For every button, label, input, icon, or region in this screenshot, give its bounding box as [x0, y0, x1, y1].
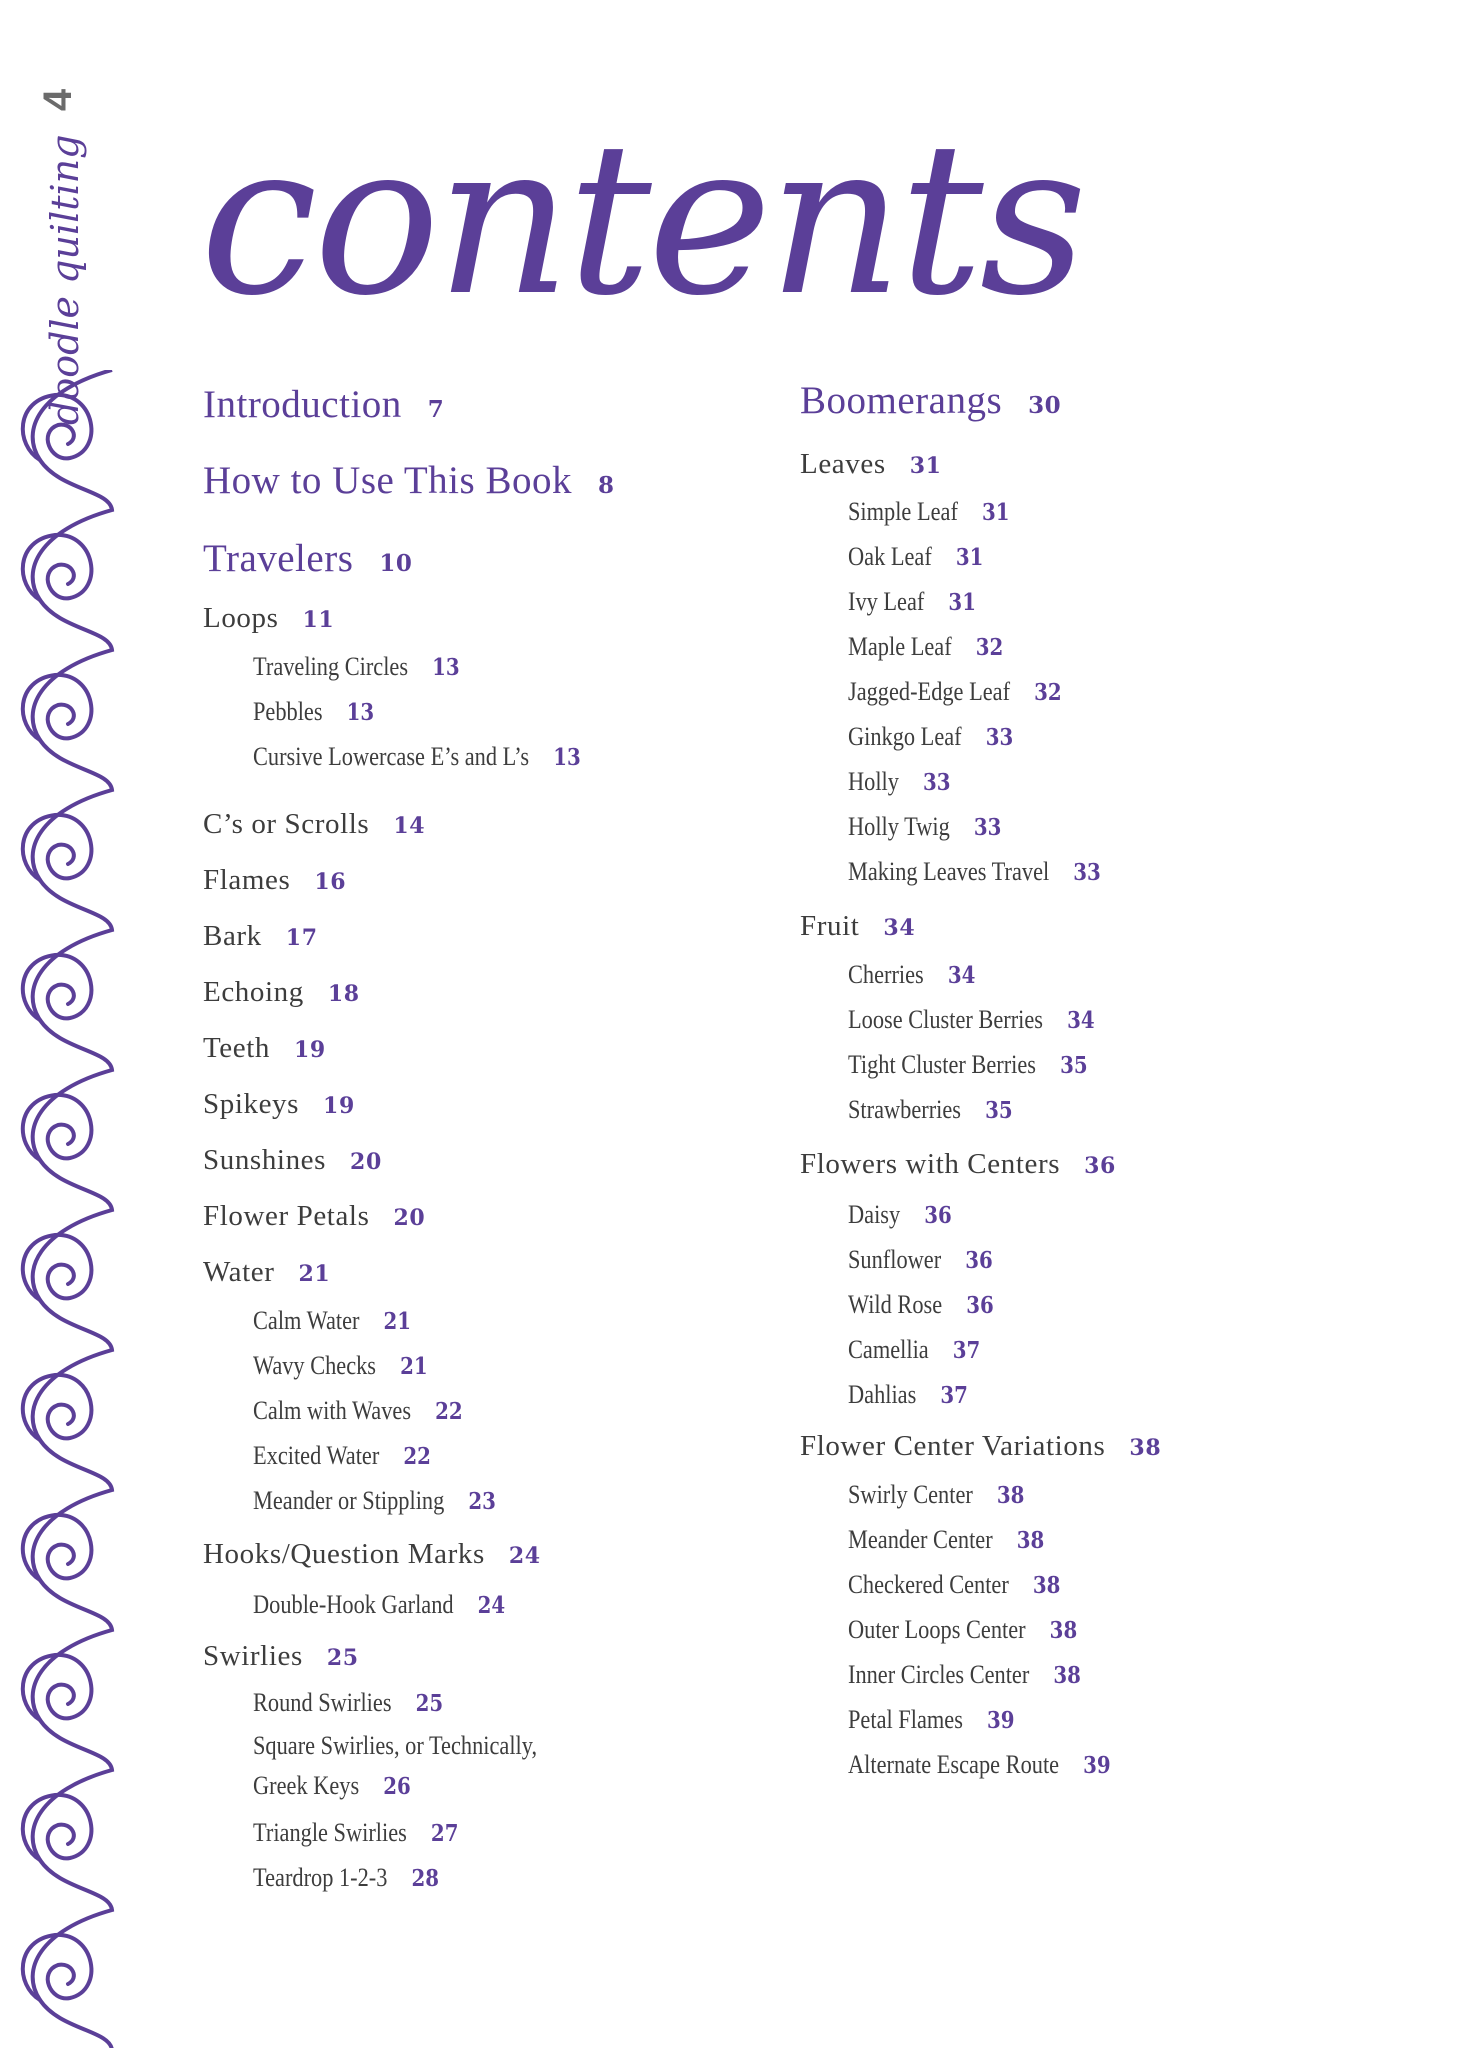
toc-entry-traveling-circles — [253, 652, 460, 682]
toc-page-number: 28 — [411, 1865, 440, 1892]
toc-page-number: 36 — [965, 1247, 993, 1274]
toc-entry-teeth — [203, 1032, 326, 1065]
toc-entry-title: Jagged-Edge Leaf — [848, 677, 1011, 706]
scroll-border-ornament — [0, 370, 140, 2048]
toc-entry-water — [203, 1256, 330, 1289]
toc-entry-hooks-question-marks — [203, 1538, 541, 1571]
toc-entry-echoing — [203, 976, 360, 1009]
toc-page-number: 31 — [909, 453, 942, 479]
toc-entry-oak-leaf — [848, 542, 983, 572]
toc-entry-how-to-use-this-book — [203, 458, 614, 503]
toc-page-number: 31 — [955, 544, 984, 571]
toc-entry-title: Flames — [203, 864, 291, 896]
toc-page-number: 36 — [1084, 1153, 1116, 1179]
toc-page-number: 13 — [346, 699, 375, 726]
toc-page-number: 33 — [923, 769, 951, 796]
toc-page-number: 7 — [427, 396, 445, 423]
toc-page-number: 34 — [883, 915, 916, 941]
toc-entry-title: Cursive Lowercase E’s and L’s — [253, 742, 530, 771]
toc-page-number: 38 — [1049, 1617, 1078, 1644]
toc-entry-cursive-lowercase-e-s-and-l-s — [253, 742, 581, 772]
toc-entry-title: Alternate Escape Route — [848, 1750, 1060, 1779]
toc-entry-title-line2 — [253, 1766, 537, 1807]
toc-entry-title: Bark — [203, 920, 262, 952]
toc-page-number: 32 — [975, 634, 1004, 661]
toc-entry-title: Hooks/Question Marks — [203, 1538, 485, 1570]
toc-entry-title: Meander Center — [848, 1525, 993, 1554]
toc-page-number: 14 — [393, 813, 426, 839]
toc-entry-title: How to Use This Book — [203, 459, 572, 502]
toc-page-number: 13 — [432, 654, 460, 681]
toc-entry-title: Wavy Checks — [253, 1351, 377, 1380]
toc-entry-title: Swirly Center — [848, 1480, 973, 1509]
toc-page-number: 16 — [314, 869, 347, 895]
toc-page-number: 27 — [430, 1820, 459, 1847]
toc-page-number: 26 — [383, 1773, 411, 1800]
toc-page-number: 10 — [379, 550, 413, 577]
toc-entry-bark — [203, 920, 318, 953]
toc-entry-title: Flower Center Variations — [800, 1430, 1106, 1462]
page-number: 4 — [36, 88, 80, 112]
toc-entry-flower-petals — [203, 1200, 425, 1233]
toc-entry-meander-or-stippling — [253, 1486, 496, 1516]
toc-entry-title: Water — [203, 1256, 275, 1288]
toc-entry-title: Triangle Swirlies — [253, 1818, 407, 1847]
toc-entry-title: Meander or Stippling — [253, 1486, 445, 1515]
running-head — [0, 0, 140, 425]
book-title: doodle quilting — [43, 134, 87, 425]
toc-entry-jagged-edge-leaf — [848, 677, 1062, 707]
toc-page-number: 25 — [326, 1645, 359, 1671]
toc-entry-title: Fruit — [800, 910, 860, 942]
toc-entry-title: Wild Rose — [848, 1290, 943, 1319]
toc-page-number: 22 — [435, 1398, 463, 1425]
toc-page-number: 23 — [468, 1488, 496, 1515]
toc-entry-sunshines — [203, 1144, 382, 1177]
toc-entry-title: Ivy Leaf — [848, 587, 925, 616]
toc-entry-swirlies — [203, 1640, 359, 1673]
toc-page-number: 36 — [966, 1292, 994, 1319]
toc-entry-wild-rose — [848, 1290, 994, 1320]
toc-entry-holly-twig — [848, 812, 1001, 842]
toc-entry-title: Outer Loops Center — [848, 1615, 1026, 1644]
toc-page-number: 33 — [1073, 859, 1101, 886]
toc-entry-cherries — [848, 960, 975, 990]
toc-entry-dahlias — [848, 1380, 968, 1410]
toc-entry-title: C’s or Scrolls — [203, 808, 370, 840]
toc-entry-petal-flames — [848, 1705, 1015, 1735]
toc-page-number: 34 — [947, 962, 976, 989]
toc-entry-title: Dahlias — [848, 1380, 917, 1409]
toc-entry-spikeys — [203, 1088, 355, 1121]
toc-page-number: 31 — [981, 499, 1010, 526]
toc-entry-title: Traveling Circles — [253, 652, 409, 681]
toc-entry-title: Checkered Center — [848, 1570, 1009, 1599]
toc-entry-title: Loose Cluster Berries — [848, 1005, 1043, 1034]
toc-entry-introduction — [203, 382, 444, 427]
toc-page-number: 8 — [597, 472, 615, 499]
toc-entry-camellia — [848, 1335, 980, 1365]
toc-entry-tight-cluster-berries — [848, 1050, 1088, 1080]
toc-page-number: 20 — [393, 1205, 426, 1231]
toc-entry-calm-water — [253, 1306, 411, 1336]
toc-entry-title: Inner Circles Center — [848, 1660, 1030, 1689]
toc-entry-ivy-leaf — [848, 587, 976, 617]
toc-entry-title: Tight Cluster Berries — [848, 1050, 1037, 1079]
toc-entry-title: Pebbles — [253, 697, 323, 726]
toc-page-number: 38 — [1032, 1572, 1061, 1599]
toc-page-number: 33 — [985, 724, 1014, 751]
toc-page-number: 38 — [996, 1482, 1025, 1509]
toc-page-number: 20 — [350, 1149, 382, 1175]
toc-page-number: 24 — [508, 1543, 541, 1569]
toc-entry-title: Loops — [203, 602, 279, 634]
toc-entry-title: Round Swirlies — [253, 1688, 392, 1717]
toc-entry-title: Echoing — [203, 976, 304, 1008]
toc-entry-title: Holly — [848, 767, 899, 796]
toc-page-number: 24 — [477, 1592, 506, 1619]
toc-entry-loops — [203, 602, 334, 635]
toc-page-number: 37 — [940, 1382, 968, 1409]
toc-entry-ginkgo-leaf — [848, 722, 1013, 752]
toc-entry-boomerangs — [800, 378, 1061, 423]
toc-entry-fruit — [800, 910, 915, 943]
toc-entry-title: Calm Water — [253, 1306, 360, 1335]
toc-page-number: 21 — [383, 1308, 412, 1335]
toc-page-number: 35 — [985, 1097, 1013, 1124]
toc-entry-teardrop-1-2-3 — [253, 1863, 439, 1893]
toc-entry-alternate-escape-route — [848, 1750, 1111, 1780]
toc-entry-title: Sunshines — [203, 1144, 327, 1176]
toc-entry-double-hook-garland — [253, 1590, 505, 1620]
toc-entry-strawberries — [848, 1095, 1013, 1125]
toc-entry-title: Excited Water — [253, 1441, 380, 1470]
toc-page-number: 32 — [1034, 679, 1062, 706]
toc-entry-title: Cherries — [848, 960, 924, 989]
toc-page-number: 35 — [1060, 1052, 1088, 1079]
toc-entry-title: Holly Twig — [848, 812, 950, 841]
toc-entry-flowers-with-centers — [800, 1148, 1116, 1181]
toc-page-number: 30 — [1028, 392, 1062, 419]
toc-entry-loose-cluster-berries — [848, 1005, 1095, 1035]
toc-entry-title: Swirlies — [203, 1640, 303, 1672]
toc-entry-inner-circles-center — [848, 1660, 1081, 1690]
toc-entry-title: Camellia — [848, 1335, 929, 1364]
toc-entry-pebbles — [253, 697, 374, 727]
toc-entry-c-s-or-scrolls — [203, 808, 425, 841]
toc-page-number: 11 — [302, 607, 335, 633]
toc-entry-holly — [848, 767, 951, 797]
toc-page-number: 19 — [323, 1093, 355, 1119]
toc-page-number: 38 — [1016, 1527, 1045, 1554]
toc-page-number: 22 — [403, 1443, 431, 1470]
toc-entry-calm-with-waves — [253, 1396, 463, 1426]
toc-entry-title: Strawberries — [848, 1095, 962, 1124]
toc-entry-daisy — [848, 1200, 952, 1230]
toc-entry-title: Flower Petals — [203, 1200, 370, 1232]
toc-entry-title: Travelers — [203, 537, 354, 580]
toc-entry-title: Flowers with Centers — [800, 1148, 1061, 1180]
toc-entry-title: Boomerangs — [800, 379, 1003, 422]
toc-entry-maple-leaf — [848, 632, 1003, 662]
toc-entry-wavy-checks — [253, 1351, 428, 1381]
toc-entry-title: Double-Hook Garland — [253, 1590, 454, 1619]
toc-page-number: 39 — [1083, 1752, 1111, 1779]
toc-entry-sunflower — [848, 1245, 993, 1275]
toc-entry-title: Petal Flames — [848, 1705, 963, 1734]
toc-page-number: 21 — [298, 1261, 331, 1287]
toc-entry-title: Spikeys — [203, 1088, 300, 1120]
toc-page-number: 13 — [553, 744, 581, 771]
toc-entry-excited-water — [253, 1441, 431, 1471]
toc-entry-checkered-center — [848, 1570, 1060, 1600]
toc-entry-making-leaves-travel — [848, 857, 1101, 887]
toc-entry-simple-leaf — [848, 497, 1010, 527]
toc-entry-square-swirlies-or-technically — [253, 1726, 537, 1807]
toc-entry-title: Teeth — [203, 1032, 270, 1064]
toc-page-number: 31 — [948, 589, 976, 616]
toc-page-number: 17 — [285, 925, 318, 951]
toc-entry-flames — [203, 864, 346, 897]
toc-page-number: 37 — [952, 1337, 981, 1364]
toc-entry-round-swirlies — [253, 1688, 443, 1718]
toc-entry-swirly-center — [848, 1480, 1024, 1510]
toc-entry-title: Teardrop 1-2-3 — [253, 1863, 388, 1892]
page-title: contents — [200, 97, 1084, 342]
toc-entry-title: Ginkgo Leaf — [848, 722, 962, 751]
toc-page-number: 21 — [400, 1353, 428, 1380]
toc-entry-outer-loops-center — [848, 1615, 1077, 1645]
toc-entry-title: Introduction — [203, 383, 402, 426]
toc-entry-title: Oak Leaf — [848, 542, 932, 571]
toc-entry-travelers — [203, 536, 412, 581]
toc-page-number: 25 — [415, 1690, 444, 1717]
toc-page-number: 38 — [1129, 1435, 1162, 1461]
toc-entry-triangle-swirlies — [253, 1818, 458, 1848]
toc-page-number: 39 — [986, 1707, 1015, 1734]
toc-entry-leaves — [800, 448, 942, 481]
toc-page-number: 18 — [327, 981, 360, 1007]
toc-page-number: 36 — [924, 1202, 952, 1229]
toc-page-number: 34 — [1067, 1007, 1095, 1034]
toc-entry-title: Calm with Waves — [253, 1396, 412, 1425]
toc-entry-flower-center-variations — [800, 1430, 1161, 1463]
toc-entry-title: Square Swirlies, or Technically, — [253, 1731, 538, 1760]
toc-entry-title: Maple Leaf — [848, 632, 952, 661]
toc-entry-meander-center — [848, 1525, 1044, 1555]
toc-page-number: 19 — [294, 1037, 326, 1063]
toc-page-number: 33 — [973, 814, 1002, 841]
toc-entry-title-continued: Greek Keys — [253, 1771, 360, 1800]
toc-entry-title: Leaves — [800, 448, 886, 480]
toc-page-number: 38 — [1053, 1662, 1081, 1689]
toc-entry-title: Simple Leaf — [848, 497, 958, 526]
toc-entry-title: Daisy — [848, 1200, 901, 1229]
toc-entry-title: Sunflower — [848, 1245, 942, 1274]
toc-entry-title: Making Leaves Travel — [848, 857, 1050, 886]
